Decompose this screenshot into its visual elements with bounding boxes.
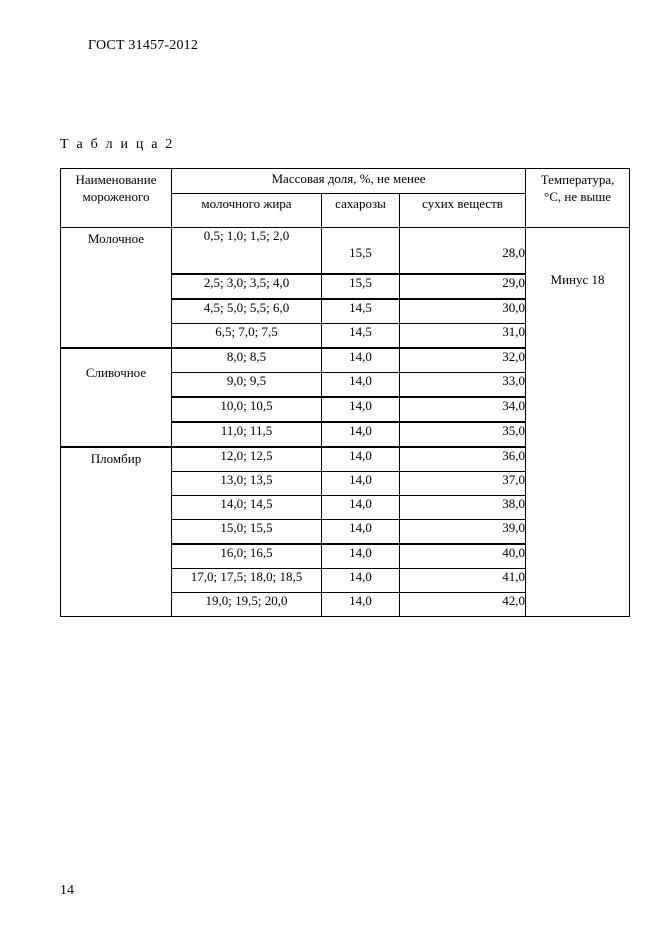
header-mass-fraction: Массовая доля, %, не менее [172,169,526,194]
cell-dry: 41,0 [400,568,526,592]
table-caption: Т а б л и ц а 2 [60,137,175,152]
cell-dry: 33,0 [400,372,526,397]
cell-dry: 29,0 [400,274,526,299]
cell-fat: 4,5; 5,0; 5,5; 6,0 [172,299,322,324]
cell-sucrose: 14,0 [322,568,400,592]
cell-dry: 28,0 [400,228,526,274]
group-name: Сливочное [61,348,172,447]
cell-dry: 38,0 [400,495,526,519]
cell-dry: 35,0 [400,422,526,447]
group-name: Пломбир [61,447,172,617]
cell-fat: 11,0; 11,5 [172,422,322,447]
cell-sucrose: 14,0 [322,495,400,519]
cell-sucrose: 15,5 [322,274,400,299]
cell-dry: 31,0 [400,323,526,348]
cell-fat: 14,0; 14,5 [172,495,322,519]
cell-sucrose: 14,0 [322,372,400,397]
cell-dry: 42,0 [400,592,526,616]
header-name [61,169,172,228]
header-milk-fat: молочного жира [172,194,322,228]
header-temperature [526,169,630,228]
cell-sucrose: 14,0 [322,471,400,495]
cell-fat: 19,0; 19,5; 20,0 [172,592,322,616]
cell-dry: 32,0 [400,348,526,373]
cell-sucrose: 14,5 [322,299,400,324]
cell-fat: 17,0; 17,5; 18,0; 18,5 [172,568,322,592]
cell-dry: 37,0 [400,471,526,495]
cell-sucrose: 14,0 [322,592,400,616]
group-name: Молочное [61,228,172,348]
cell-sucrose: 14,0 [322,348,400,373]
cell-sucrose: 14,0 [322,544,400,569]
header-name-line2: мороженого [82,189,150,204]
cell-dry: 40,0 [400,544,526,569]
header-sucrose: сахарозы [322,194,400,228]
cell-sucrose: 14,0 [322,397,400,422]
header-name-line1: Наименование [75,172,157,187]
cell-sucrose: 14,0 [322,519,400,544]
cell-sucrose: 14,5 [322,323,400,348]
cell-fat: 0,5; 1,0; 1,5; 2,0 [172,228,322,274]
cell-fat: 9,0; 9,5 [172,372,322,397]
ice-cream-table [60,168,630,617]
cell-fat: 10,0; 10,5 [172,397,322,422]
page-number: 14 [60,883,74,898]
cell-sucrose: 14,0 [322,447,400,472]
cell-sucrose: 15,5 [322,228,400,274]
cell-fat: 15,0; 15,5 [172,519,322,544]
cell-fat: 8,0; 8,5 [172,348,322,373]
cell-fat: 12,0; 12,5 [172,447,322,472]
cell-dry: 39,0 [400,519,526,544]
temperature-cell: Минус 18 [526,228,630,617]
cell-dry: 30,0 [400,299,526,324]
cell-fat: 16,0; 16,5 [172,544,322,569]
header-temp-line1: Температура, [540,172,615,187]
cell-fat: 13,0; 13,5 [172,471,322,495]
cell-sucrose: 14,0 [322,422,400,447]
cell-dry: 36,0 [400,447,526,472]
cell-fat: 6,5; 7,0; 7,5 [172,323,322,348]
cell-dry: 34,0 [400,397,526,422]
cell-fat: 2,5; 3,0; 3,5; 4,0 [172,274,322,299]
header-dry-matter: сухих веществ [400,194,526,228]
document-header: ГОСТ 31457-2012 [88,38,199,53]
table-row [61,228,630,274]
header-temp-line2: °С, не выше [544,189,612,204]
